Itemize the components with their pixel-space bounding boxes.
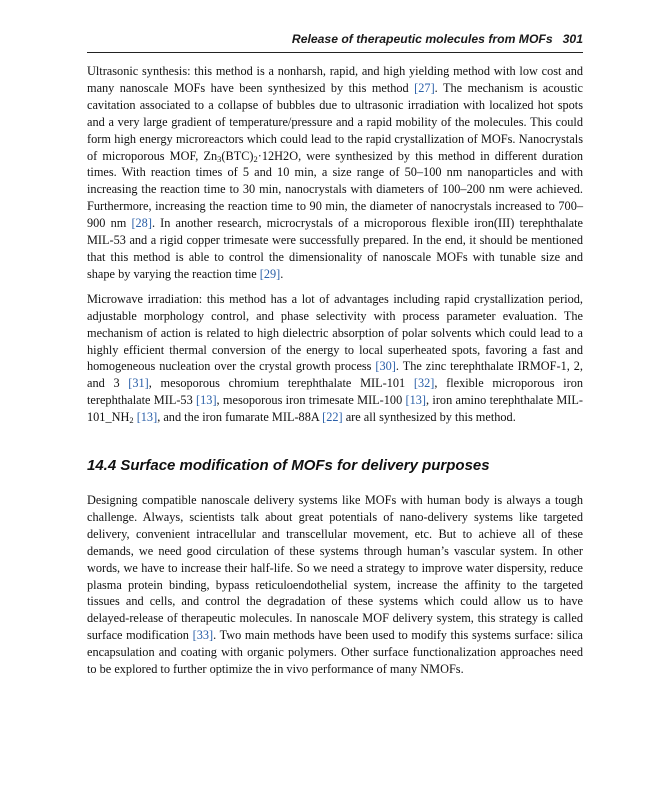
citation-link-32[interactable]: [32] [413, 376, 435, 391]
section-heading: 14.4 Surface modification of MOFs for delivery purposes [87, 457, 490, 475]
text-run: (BTC) [221, 148, 254, 163]
running-title: Release of therapeutic molecules from MOFs [291, 32, 553, 46]
citation-link-27[interactable]: [27] [414, 80, 435, 95]
text-run: , mesoporous iron trimesate MIL-100 [216, 393, 406, 408]
text-run: Microwave irradiation: this method has a lot of advantages including rapid crystallization period, adjustable morphology control, and phase selectivity with process parameter evaluation. The mechanism of action is related to high dielectric absorption of polar solvents which could lead to a highly efficient thermal conversion of the energy to local superheated spots, favoring a fast and homogeneous nucleation over the crystal growth process [87, 291, 583, 374]
text-run: . The zinc terephthalate IRMOF-1, 2, and 3 [87, 359, 583, 391]
paragraph-ultrasonic-synthesis [87, 63, 583, 283]
running-header [87, 30, 583, 53]
text-run: Designing compatible nanoscale delivery systems like MOFs with human body is always a tough challenge. Always, scientists talk about great potentials of nano-delivery systems like targeted delivery, convenient intracellular and transcellular movement, etc. But to achieve all of these demands, we need good circulation of these systems through human’s vascular system. In other words, we have to increase their half-life. So we need a strategy to improve water dispersity, reduce plasma protein binding, bypass reticuloendothelial system, increase the affinity to the targeted tissues and cells, and control the degradation of these systems which could allow us to have delayed-release of therapeutic molecules. In nanoscale MOF delivery system, this strategy is called surface modification [87, 493, 583, 643]
subscript: 2 [129, 415, 134, 426]
page-body [87, 63, 583, 678]
paragraph-microwave-irradiation [87, 291, 583, 426]
text-run: ·12H2O, were synthesized by this method in different duration times. With reaction times of 5 and 10 min, a size range of 50–100 nm nanoparticles and with increasing the reaction time to 30 min, nanocrystals with diameters of 100–200 nm were achieved. Furthermore, increasing the reaction time to 90 min, the diameter of nanocrystals increased to 700–900 nm [87, 148, 583, 231]
citation-link-29[interactable]: [29] [259, 266, 281, 281]
citation-link-13[interactable]: [13] [405, 393, 427, 408]
text-run: , flexible microporous iron terephthalate MIL-53 [87, 376, 583, 408]
subscript: 2 [253, 153, 258, 164]
citation-link-28[interactable]: [28] [131, 216, 152, 231]
citation-link-22[interactable]: [22] [322, 410, 343, 425]
citation-link-30[interactable]: [30] [375, 359, 396, 374]
text-run: . In another research, microcrystals of a microporous flexible iron(III) terephthalate MIL-53 and a rigid copper trimesate were successfully prepared. In the end, it should be mentioned that this method is able to control the dimensionality of nanoscale MOFs with tunable size and shape by varying the reaction time [87, 216, 583, 281]
text-run: Ultrasonic synthesis: this method is a nonharsh, rapid, and high yielding method with low cost and many nanoscale MOFs have been synthesized by this method [87, 64, 583, 95]
text-run: are all synthesized by this method. [342, 410, 516, 425]
citation-link-33[interactable]: [33] [192, 628, 214, 643]
citation-link-31[interactable]: [31] [128, 376, 149, 391]
citation-link-13[interactable]: [13] [196, 393, 217, 408]
text-run: . [280, 266, 284, 281]
text-run: , iron amino terephthalate MIL-101_NH [87, 393, 583, 425]
text-run: , and the iron fumarate MIL-88A [157, 410, 323, 425]
citation-link-13[interactable]: [13] [136, 410, 158, 425]
text-run: . The mechanism is acoustic cavitation associated to a collapse of bubbles due to ultrasonic irradiation with localized hot spots and a very large gradient of temperature/pressure and a rapid mobility of the molecules. This could form high energy microreactors which could lead to the rapid crystallization of MOFs. Nanocrystals of microporous MOF, Zn [87, 80, 583, 163]
text-run: . Two main methods have been used to modify this systems surface: silica encapsulation and coating with organic polymers. Other surface functionalization approaches need to be explored to further optimize the in vivo performance of many NMOFs. [87, 628, 584, 677]
paragraph-surface-modification [87, 492, 583, 678]
subscript: 3 [217, 153, 222, 164]
text-run: , mesoporous chromium terephthalate MIL-101 [148, 376, 414, 391]
page-number: 301 [562, 32, 583, 46]
